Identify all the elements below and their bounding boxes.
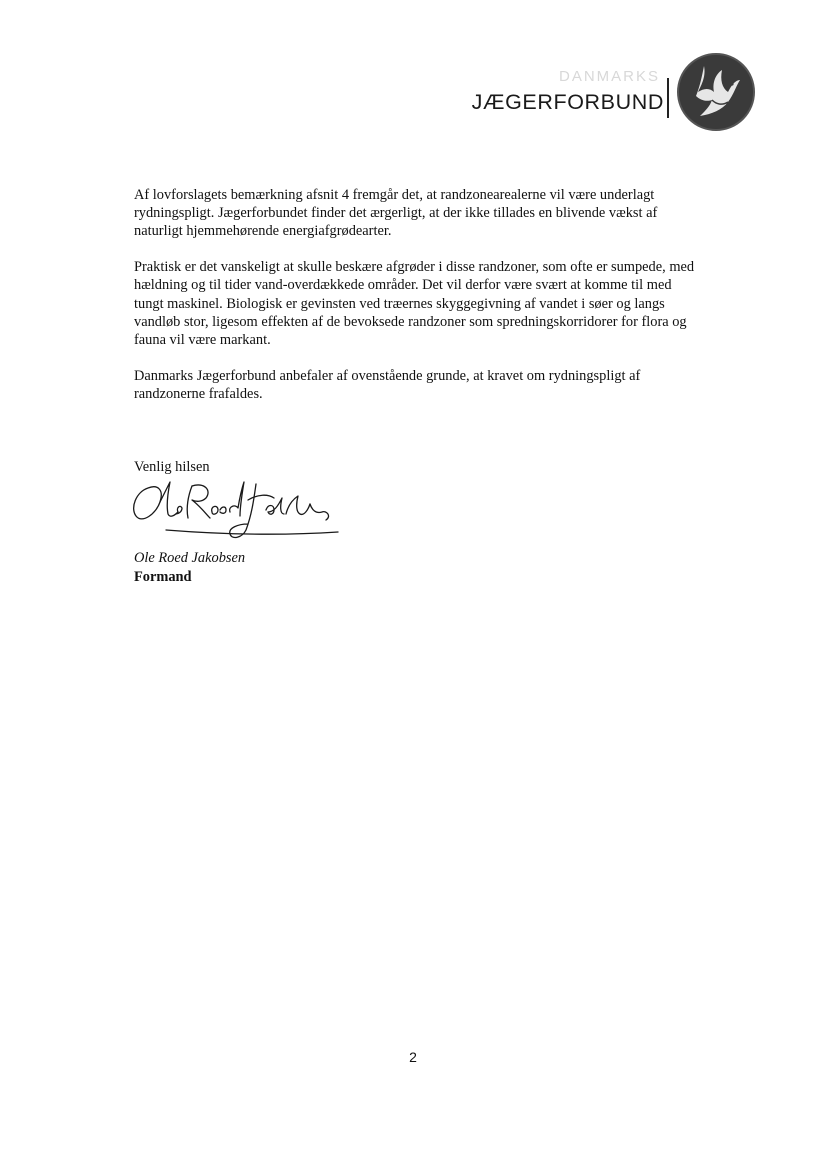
paragraph-3: Danmarks Jægerforbund anbefaler af ovenstående grunde, at kravet om rydningspligt af randzonerne frafaldes.	[134, 367, 641, 403]
logo-main-text: JÆGERFORBUND	[471, 90, 664, 114]
page-number: 2	[409, 1049, 417, 1065]
logo-divider	[667, 78, 669, 118]
paragraph-2: Praktisk er det vanskeligt at skulle beskære afgrøder i disse randzoner, som ofte er sumpede, med hældning og til tider vand-overdækkede områder. Det vil derfor være svært at komme til med tungt maskinel. Biologisk er gevinsten ved træernes skyggegivning af vandet i søer og langs vandløb stor, ligesom effekten af de bevoksede randzoner som spredningskorridorer for flora og fauna vil være markant.	[134, 259, 695, 348]
organization-logo	[470, 52, 760, 134]
closing-greeting: Venlig hilsen	[134, 459, 210, 475]
paragraph-1: Af lovforslagets bemærkning afsnit 4 fremgår det, at randzonearealerne vil være underlagt rydningspligt. Jægerforbundet finder det ærgerligt, at der ikke tillades en blivende vækst af naturligt hjemmehørende energiafgrødearter.	[134, 187, 658, 240]
logo-top-text: DANMARKS	[558, 68, 660, 85]
signer-title: Formand	[134, 569, 192, 585]
signer-name: Ole Roed Jakobsen	[134, 550, 246, 566]
handwritten-signature	[126, 474, 346, 550]
letter-body	[134, 186, 704, 421]
bird-emblem-icon	[676, 52, 756, 132]
